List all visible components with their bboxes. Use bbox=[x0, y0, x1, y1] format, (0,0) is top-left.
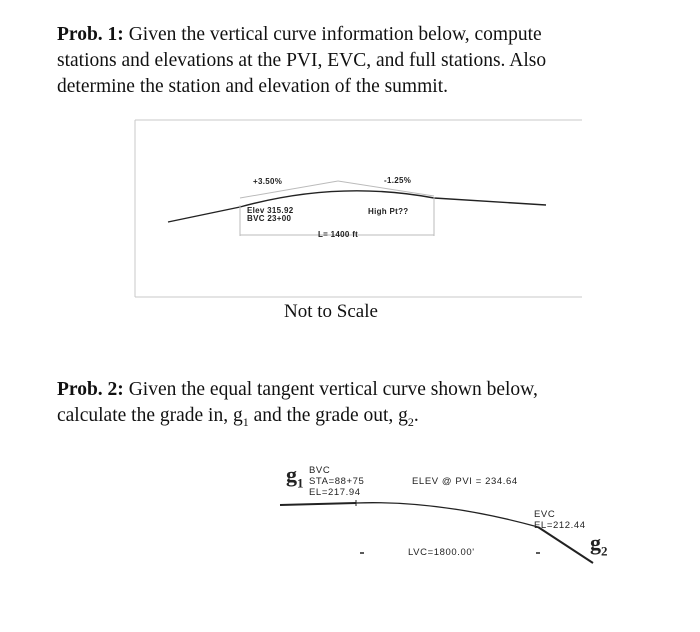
problem-2-text bbox=[57, 377, 657, 435]
figure-1-length-label: L= 1400 ft bbox=[318, 230, 359, 239]
figure-1-bvc-label: BVC 23+00 bbox=[247, 214, 292, 223]
problem-2-text-2b: and the grade out, g bbox=[248, 405, 408, 426]
figure-2-el-bvc-label: EL=217.94 bbox=[309, 487, 361, 498]
figure-2-g2-letter: g bbox=[590, 530, 601, 555]
problem-2-sub-2: 2 bbox=[407, 414, 414, 429]
problem-2-line-1 bbox=[57, 377, 657, 403]
figure-2-grade-in-tangent bbox=[280, 503, 356, 505]
figure-2-grade-out-tangent bbox=[538, 527, 593, 563]
problem-2-text-1: Given the equal tangent vertical curve shown below, bbox=[128, 379, 538, 400]
problem-1-line-2: stations and elevations at the PVI, EVC, and full stations. Also bbox=[57, 50, 547, 71]
problem-2-label: Prob. 2: bbox=[57, 379, 124, 400]
figure-2-bvc-label: BVC bbox=[309, 465, 331, 476]
figure-2-el-evc-label: EL=212.44 bbox=[534, 520, 586, 531]
figure-1-high-point-label: High Pt?? bbox=[368, 207, 409, 216]
problem-2-text-2c: . bbox=[413, 405, 419, 426]
problem-1-text-1: Given the vertical curve information below, compute bbox=[128, 24, 542, 45]
problem-2-line-2 bbox=[57, 403, 657, 435]
problem-1-line-3: determine the station and elevation of the summit. bbox=[57, 76, 448, 97]
figure-1-vertical-curve bbox=[168, 191, 546, 222]
figure-2-g1-sub: 1 bbox=[297, 475, 304, 491]
figure-2-evc-label: EVC bbox=[534, 509, 556, 520]
not-to-scale-caption: Not to Scale bbox=[284, 301, 378, 322]
problem-1-label: Prob. 1: bbox=[57, 24, 124, 45]
figure-2-g1-label bbox=[286, 462, 304, 491]
figure-2-g1-letter: g bbox=[286, 462, 297, 487]
problem-2-text-2a: calculate the grade in, g bbox=[57, 405, 243, 426]
figure-2-g2-label bbox=[590, 530, 608, 559]
figure-2-elev-pvi-label: ELEV @ PVI = 234.64 bbox=[412, 476, 518, 487]
figure-2-lvc-label: LVC=1800.00' bbox=[408, 547, 475, 558]
figure-1 bbox=[135, 120, 582, 297]
figure-2-g2-sub: 2 bbox=[601, 543, 608, 559]
figure-1-grade-in-label: +3.50% bbox=[253, 177, 283, 186]
figure-1-grade-out-label: -1.25% bbox=[384, 176, 412, 185]
problem-2-sub-1: 1 bbox=[242, 414, 249, 429]
figure-1-elev-label: Elev 315.92 bbox=[247, 206, 294, 215]
figure-2-sta-label: STA=88+75 bbox=[309, 476, 365, 487]
figure-2-vertical-curve bbox=[356, 503, 538, 527]
